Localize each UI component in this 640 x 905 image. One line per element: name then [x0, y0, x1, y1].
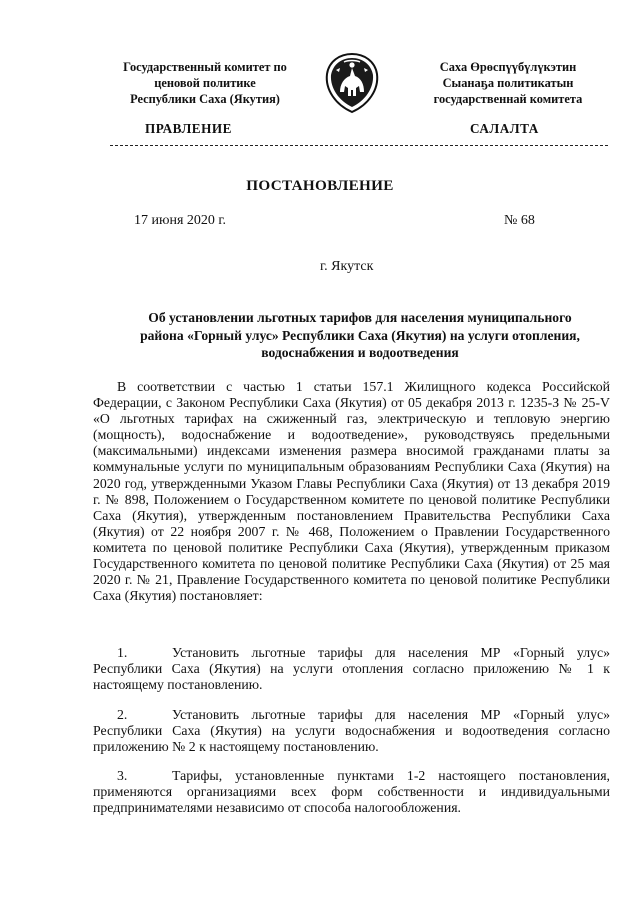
header-right-line: Саха Өрөспүүбүлүкэтин — [439, 60, 577, 74]
document-type: ПОСТАНОВЛЕНИЕ — [246, 177, 394, 194]
header-right-org — [388, 59, 628, 107]
header-left-org — [92, 59, 318, 107]
header-right-line: Сыанаҕа политикатын — [442, 76, 574, 90]
heading-line: водоснабжения и водоотведения — [261, 345, 459, 360]
document-place: г. Якутск — [320, 259, 374, 274]
document-date: 17 июня 2020 г. — [134, 213, 227, 228]
header-left-line: ценовой политике — [154, 76, 256, 90]
header-right-line: государственнай комитета — [433, 92, 583, 106]
item-text: Установить льготные тарифы для населения МР «Горный улус» Республики Саха (Якутия) на услуги водоснабжения и водоотведения согласно приложению № 2 к настоящему постановлению. — [93, 707, 610, 755]
item-number: 3. — [117, 768, 128, 783]
document-number: № 68 — [504, 213, 535, 228]
item-number: 2. — [117, 707, 128, 722]
list-item — [93, 707, 610, 755]
heading-line: Об установлении льготных тарифов для населения муниципального — [148, 310, 572, 325]
list-item — [93, 645, 610, 693]
heading-line: района «Горный улус» Республики Саха (Якутия) на услуги отопления, — [140, 327, 580, 343]
item-number: 1. — [117, 645, 128, 660]
header-left-line: Государственный комитет по — [123, 60, 287, 74]
item-text: Установить льготные тарифы для населения МР «Горный улус» Республики Саха (Якутия) на услуги отопления согласно приложению № 1 к настоящему постановлению. — [93, 645, 610, 693]
document-heading — [105, 309, 615, 362]
preamble-paragraph: В соответствии с частью 1 статьи 157.1 Жилищного кодекса Российской Федерации, с Законом Республики Саха (Якутия) от 05 декабря 2013 г. 1235-З № 25-V «О льготных тарифах на сжиженный газ, электрическую и тепловую энергию (мощность), водоснабжение и водоотведение», руководствуясь предельными (максимальными) индексами изменения размера вносимой гражданами платы за коммунальные услуги по муниципальным образованиям Республики Саха (Якутия) на 2020 год, утвержденными Указом Главы Республики Саха (Якутия) от 13 декабря 2019 г. № 898, Положением о Государственном комитете по ценовой политике Республики Саха (Якутия), утвержденным постановлением Правительства Республики Саха (Якутия) от 22 ноября 2007 г. № 468, Положением о Правлении Государственного комитета по ценовой политике Республики Саха (Якутия), утвержденным приказом Государственного комитета по ценовой политике Республики Саха (Якутия) от 25 мая 2020 г. № 21, Правление Государственного комитета по ценовой политике Республики Саха (Якутия) постановляет: — [93, 379, 610, 604]
header-divider — [110, 145, 608, 146]
header-right-subtitle: САЛАЛТА — [470, 121, 539, 136]
item-text: Тарифы, установленные пунктами 1-2 настоящего постановления, применяются организациями всех форм собственности и индивидуальными предпринимателями независимо от способа налогообложения. — [93, 768, 610, 816]
list-item — [93, 768, 610, 816]
header-left-subtitle: ПРАВЛЕНИЕ — [145, 121, 232, 136]
coat-of-arms-icon — [322, 52, 382, 114]
header-left-line: Республики Саха (Якутия) — [130, 92, 280, 106]
